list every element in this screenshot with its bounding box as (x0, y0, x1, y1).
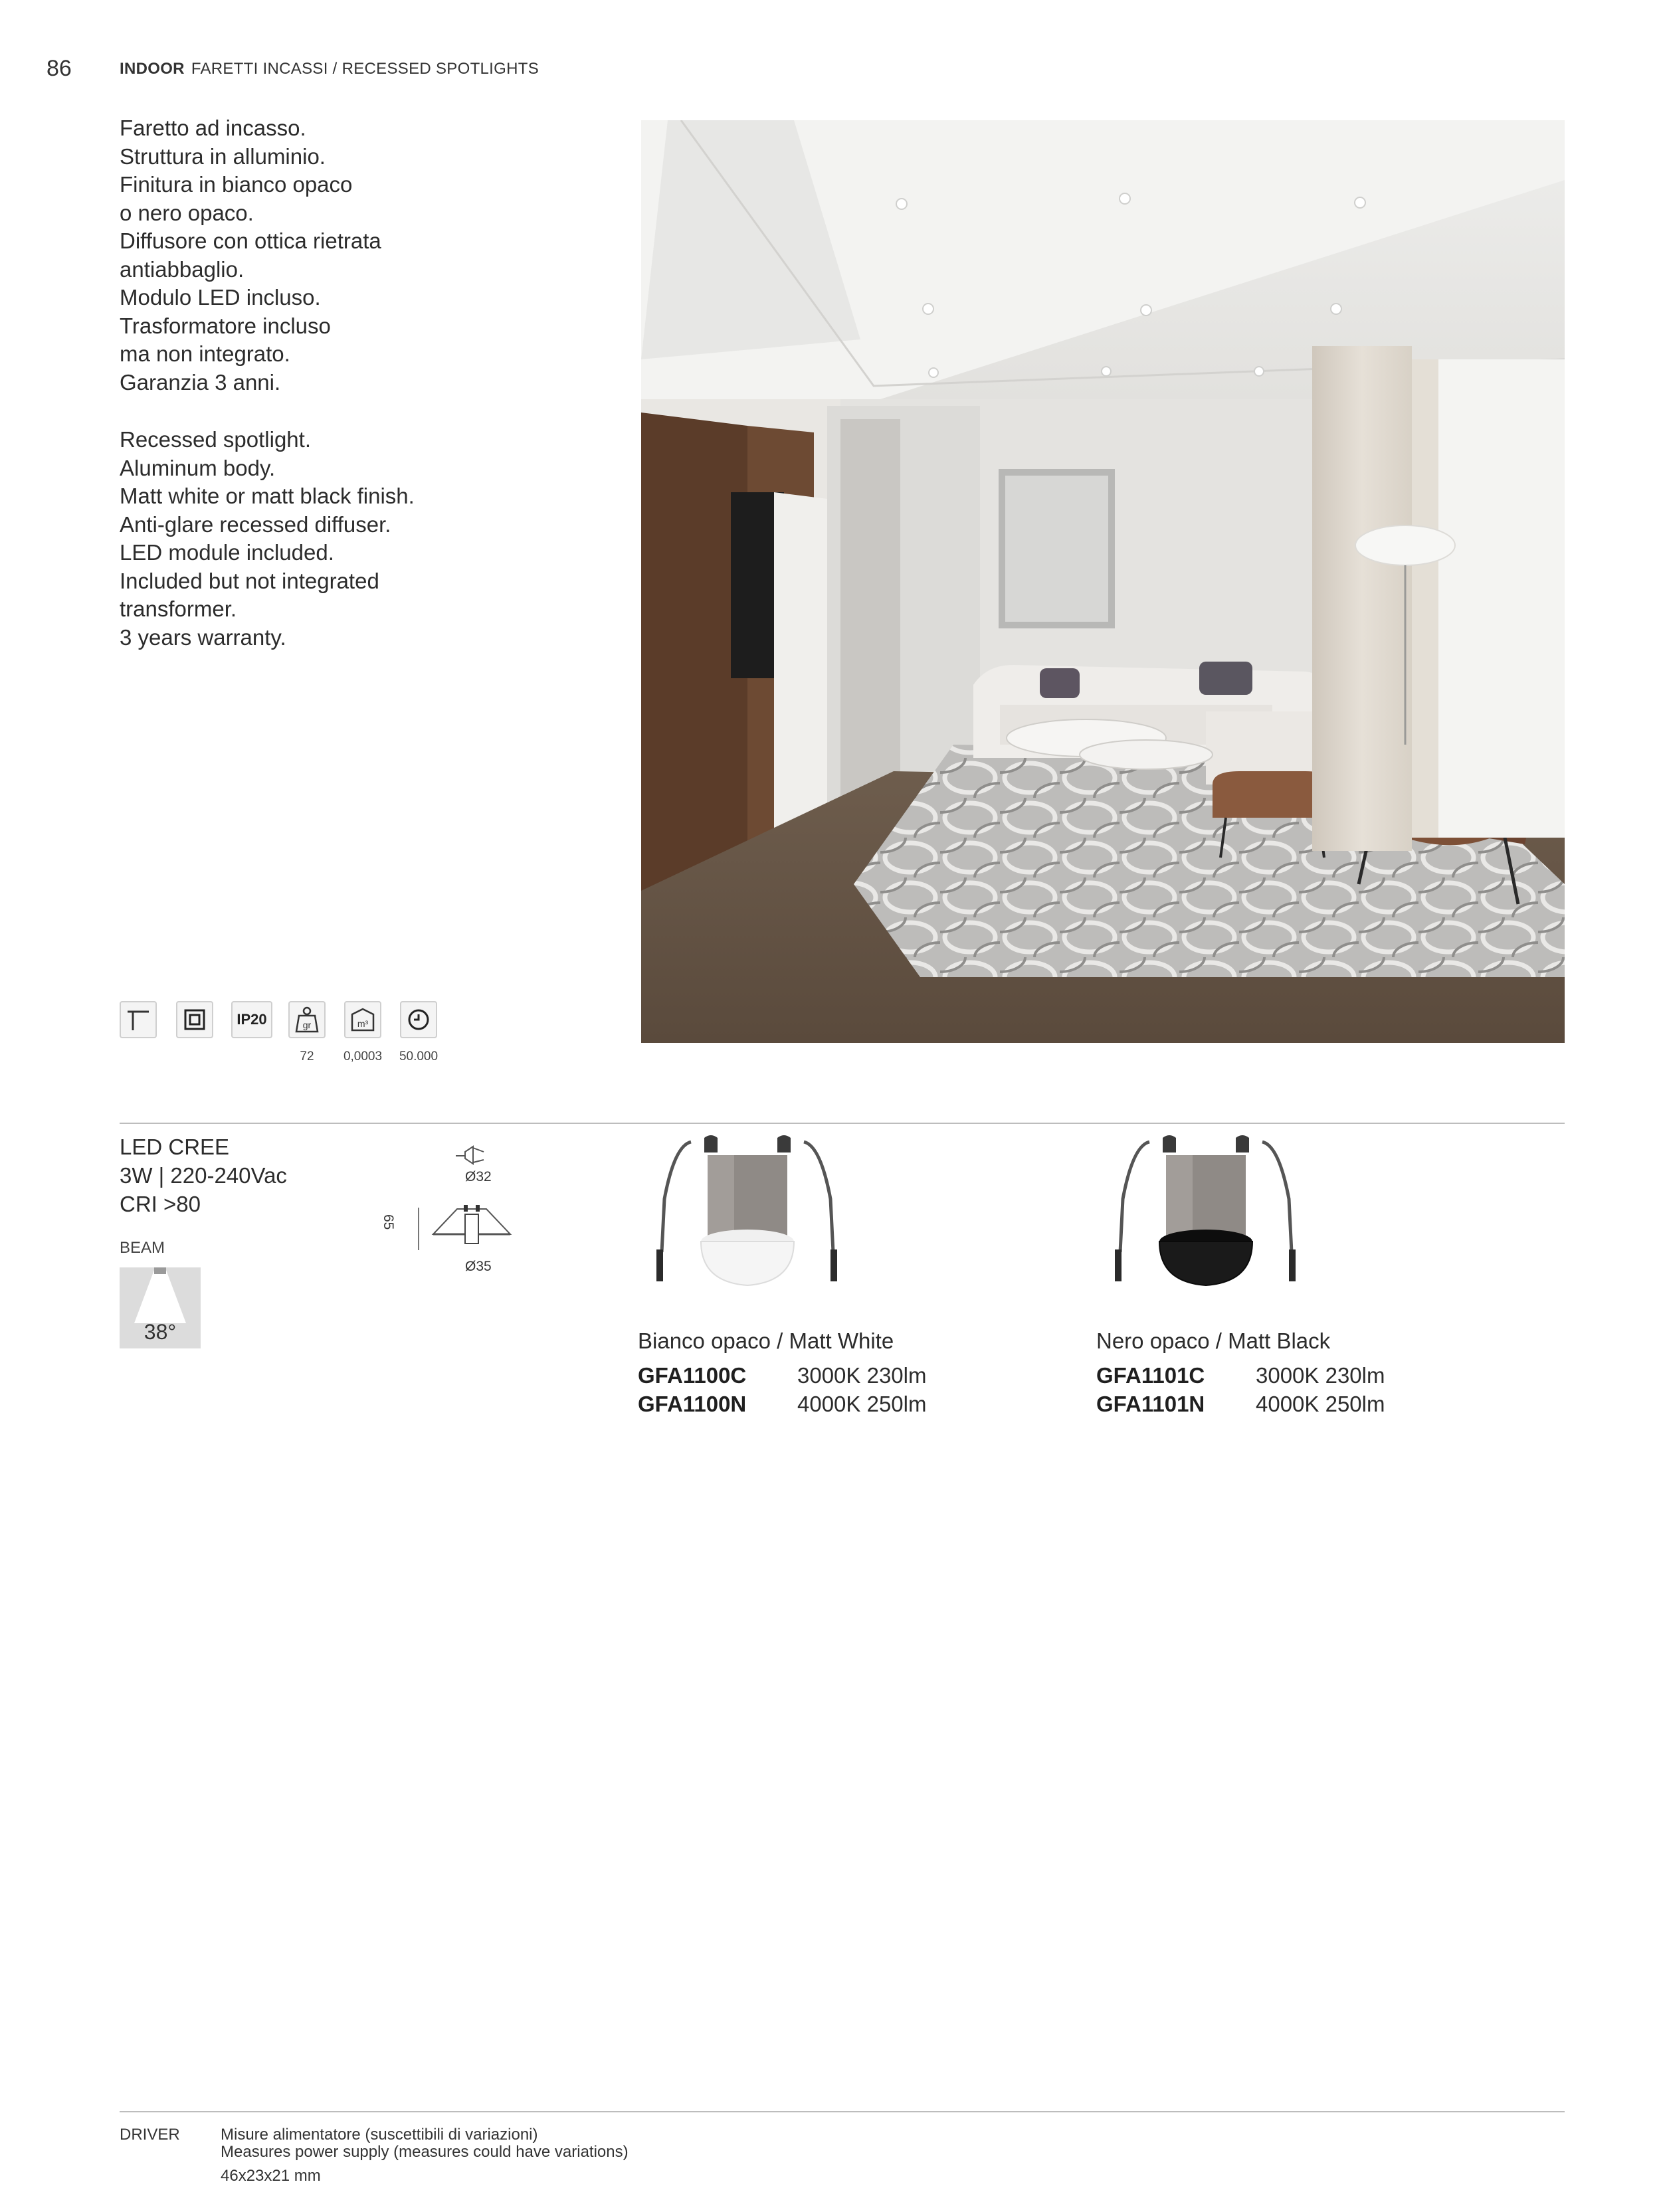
living-room-illustration (641, 120, 1565, 1043)
model-code: GFA1100N (638, 1392, 747, 1416)
beam-label: BEAM (120, 1239, 165, 1257)
product-image-white (638, 1133, 857, 1305)
footer-label: DRIVER (120, 2126, 180, 2144)
beam-angle: 38° (144, 1320, 177, 1344)
weight-value: 72 (300, 1050, 314, 1063)
page-number: 86 (47, 56, 72, 81)
model-spec: 4000K 250lm (797, 1392, 927, 1416)
room-photo (641, 120, 1565, 1043)
spec-power: 3W | 220-240Vac (120, 1163, 287, 1188)
model-code: GFA1101C (1096, 1363, 1205, 1388)
desc-line: Faretto ad incasso. (120, 116, 306, 140)
variant-black-finish: Nero opaco / Matt Black (1096, 1329, 1331, 1353)
weight-icon (288, 1001, 326, 1038)
variant-white-finish: Bianco opaco / Matt White (638, 1329, 894, 1353)
description-italian (120, 114, 571, 397)
description-english (120, 426, 571, 652)
model-spec: 3000K 230lm (1256, 1363, 1385, 1388)
ip-rating-label: IP20 (237, 1011, 267, 1028)
driver-dimensions: 46x23x21 mm (221, 2167, 321, 2185)
lifetime-hours-icon (400, 1001, 437, 1038)
desc-line: Struttura in alluminio. (120, 143, 326, 169)
model-code: GFA1100C (638, 1363, 747, 1388)
spec-cri: CRI >80 (120, 1192, 201, 1216)
desc-line: Recessed spotlight. (120, 427, 311, 452)
ip-rating-icon (231, 1001, 272, 1038)
desc-line: antiabbaglio. (120, 256, 244, 282)
desc-line: o nero opaco. (120, 200, 254, 225)
desc-line: Aluminum body. (120, 455, 276, 480)
top-diameter: Ø32 (465, 1169, 492, 1184)
model-spec: 4000K 250lm (1256, 1392, 1385, 1416)
desc-line: transformer. (120, 597, 237, 621)
volume-unit: m³ (357, 1018, 369, 1029)
recessed-mounting-icon (120, 1001, 157, 1038)
desc-line: Matt white or matt black finish. (120, 484, 415, 508)
lifetime-value: 50.000 (399, 1050, 439, 1063)
section-title: INDOOR (120, 60, 185, 78)
desc-line: Included but not integrated (120, 568, 379, 593)
desc-line: Modulo LED incluso. (120, 285, 321, 310)
volume-value: 0,0003 (343, 1050, 383, 1063)
product-image-black (1096, 1133, 1316, 1305)
bottom-diameter: Ø35 (465, 1259, 492, 1274)
desc-line: 3 years warranty. (120, 624, 286, 650)
footer-line-italian: Misure alimentatore (suscettibili di variazioni) (221, 2126, 538, 2144)
spec-led: LED CREE (120, 1135, 230, 1159)
model-code: GFA1101N (1096, 1392, 1205, 1416)
desc-line: Garanzia 3 anni. (120, 369, 281, 395)
section-subtitle: FARETTI INCASSI / RECESSED SPOTLIGHTS (191, 60, 539, 78)
beam-angle-box (120, 1267, 201, 1348)
footer-divider (120, 2111, 1565, 2112)
weight-unit: gr (302, 1020, 312, 1030)
desc-line: Finitura in bianco opaco (120, 172, 353, 197)
class-2-insulation-icon (176, 1001, 213, 1038)
desc-line: Trasformatore incluso (120, 313, 331, 338)
desc-line: Anti-glare recessed diffuser. (120, 511, 391, 537)
volume-icon (344, 1001, 381, 1038)
section-header (120, 60, 539, 78)
desc-line: Diffusore con ottica rietrata (120, 229, 381, 253)
footer-line-english: Measures power supply (measures could have variations) (221, 2143, 629, 2161)
model-spec: 3000K 230lm (797, 1363, 927, 1388)
height-dimension: 65 (381, 1214, 396, 1230)
desc-line: LED module included. (120, 540, 334, 565)
desc-line: ma non integrato. (120, 341, 290, 366)
section-divider (120, 1123, 1565, 1124)
